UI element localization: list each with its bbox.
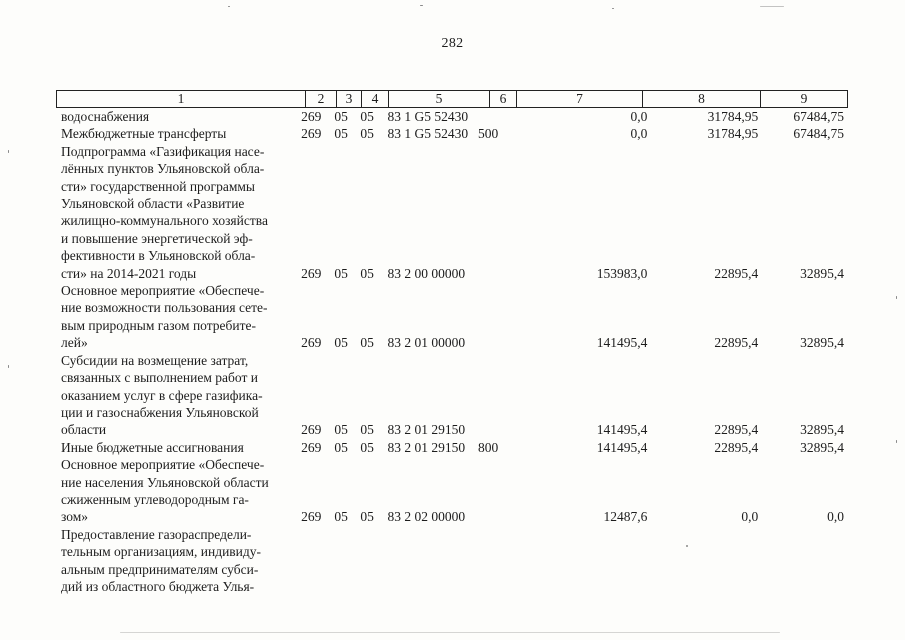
cell-col-8: 22895,4	[714, 439, 759, 455]
cell-col-8: 0,0	[741, 509, 759, 525]
row-name-line: водоснабжения	[61, 109, 150, 124]
scan-speck	[612, 8, 614, 9]
cell-col-3: 05	[334, 265, 348, 281]
row-name-line: области	[61, 422, 107, 438]
cell-col-7: 0,0	[630, 126, 648, 142]
scan-speck	[8, 150, 9, 153]
scan-speck	[120, 632, 780, 633]
scan-speck	[760, 6, 784, 7]
cell-col-2: 269	[301, 126, 322, 142]
row-name-line: ние населения Ульяновской области	[61, 474, 269, 490]
header-col-7: 7	[517, 91, 643, 107]
cell-col-5: 83 2 02 00000	[387, 509, 466, 525]
cell-col-7: 0,0	[630, 109, 648, 124]
cell-col-8: 31784,95	[707, 109, 759, 124]
table-row	[56, 526, 846, 596]
cell-col-7: 12487,6	[603, 509, 648, 525]
row-name	[56, 352, 293, 439]
cell-col-3: 05	[334, 422, 348, 438]
scan-speck	[686, 545, 688, 547]
scan-speck	[420, 5, 423, 6]
cell-col-7: 141495,4	[596, 422, 648, 438]
row-name-line: Подпрограмма «Газификация насе-	[61, 143, 265, 159]
cell-col-4: 05	[360, 335, 374, 351]
table-row	[56, 456, 846, 526]
cell-col-5: 83 1 G5 52430	[387, 109, 469, 124]
row-name-line: и повышение энергетической эф-	[61, 230, 253, 246]
row-name-line: Основное мероприятие «Обеспече-	[61, 283, 265, 299]
row-name-line: вым природным газом потребите-	[61, 317, 257, 333]
cell-col-2: 269	[301, 335, 322, 351]
page-number: 282	[441, 36, 464, 51]
row-name-line: Межбюджетные трансферты	[61, 126, 227, 142]
table-row	[56, 143, 846, 282]
cell-col-9: 32895,4	[800, 422, 844, 438]
row-name-line: альным предпринимателям субси-	[61, 561, 259, 577]
cell-col-4: 05	[360, 265, 374, 281]
cell-col-5: 83 2 01 29150	[387, 422, 466, 438]
row-name-line: Субсидии на возмещение затрат,	[61, 352, 249, 368]
row-name-line: сжиженным углеводородным га-	[61, 491, 249, 507]
row-name-line: Основное мероприятие «Обеспече-	[61, 457, 265, 473]
scan-speck	[896, 296, 897, 299]
cell-col-2: 269	[301, 109, 322, 124]
cell-col-3: 05	[334, 509, 348, 525]
cell-col-9: 32895,4	[800, 439, 844, 455]
header-col-1: 1	[57, 91, 306, 107]
cell-col-3: 05	[334, 439, 348, 455]
cell-col-6: 500	[477, 126, 499, 142]
cell-col-9: 32895,4	[800, 265, 844, 281]
cell-col-5: 83 2 00 00000	[387, 265, 466, 281]
cell-col-5: 83 2 01 00000	[387, 335, 466, 351]
header-col-6: 6	[490, 91, 517, 107]
cell-col-4: 05	[360, 422, 374, 438]
cell-col-5: 83 1 G5 52430	[387, 126, 469, 142]
header-col-5: 5	[389, 91, 490, 107]
cell-col-5: 83 2 01 29150	[387, 439, 466, 455]
cell-col-4: 05	[360, 509, 374, 525]
row-name-line: сти» на 2014-2021 годы	[61, 265, 197, 281]
cell-col-9: 32895,4	[800, 335, 844, 351]
cell-col-3: 05	[334, 109, 348, 124]
header-col-2: 2	[306, 91, 337, 107]
cell-col-2: 269	[301, 422, 322, 438]
row-name	[56, 439, 293, 456]
row-name-line: ние возможности пользования сете-	[61, 300, 268, 316]
cell-col-9: 67484,75	[793, 109, 844, 124]
row-name-line: Ульяновской области «Развитие	[61, 196, 245, 212]
header-col-8: 8	[643, 91, 761, 107]
row-name-line: жилищно-коммунального хозяйства	[61, 213, 268, 229]
table-row	[56, 125, 846, 142]
row-name-line: Иные бюджетные ассигнования	[61, 439, 244, 455]
cell-col-9: 67484,75	[793, 126, 844, 142]
cell-col-8: 31784,95	[707, 126, 759, 142]
scan-speck	[228, 6, 230, 7]
row-name-line: тельным организациям, индивиду-	[61, 544, 262, 560]
cell-col-4: 05	[360, 109, 374, 124]
table-body	[56, 108, 846, 595]
row-name-line: лённых пунктов Ульяновской обла-	[61, 161, 265, 177]
row-name	[56, 282, 293, 352]
row-name-line: оказанием услуг в сфере газифика-	[61, 387, 263, 403]
table-row	[56, 108, 846, 125]
cell-col-4: 05	[360, 439, 374, 455]
cell-col-2: 269	[301, 439, 322, 455]
row-name-line: лей»	[61, 335, 88, 351]
row-name	[56, 108, 293, 125]
cell-col-7: 141495,4	[596, 439, 648, 455]
row-name	[56, 456, 293, 526]
row-name-line: фективности в Ульяновской обла-	[61, 248, 256, 264]
scan-speck	[8, 365, 9, 368]
cell-col-2: 269	[301, 265, 322, 281]
row-name-line: Предоставление газораспредели-	[61, 526, 252, 542]
cell-col-8: 22895,4	[714, 265, 759, 281]
header-col-4: 4	[362, 91, 389, 107]
row-name	[56, 143, 293, 282]
row-name	[56, 125, 293, 142]
row-name-line: дий из областного бюджета Улья-	[61, 578, 255, 594]
row-name	[56, 526, 293, 596]
header-col-3: 3	[337, 91, 362, 107]
cell-col-8: 22895,4	[714, 335, 759, 351]
cell-col-4: 05	[360, 126, 374, 142]
cell-col-6: 800	[477, 439, 499, 455]
row-name-line: зом»	[61, 509, 89, 525]
cell-col-7: 153983,0	[596, 265, 648, 281]
table-row	[56, 352, 846, 439]
table-header	[56, 90, 848, 108]
cell-col-3: 05	[334, 126, 348, 142]
header-col-9: 9	[800, 91, 808, 106]
cell-col-8: 22895,4	[714, 422, 759, 438]
cell-col-3: 05	[334, 335, 348, 351]
scan-speck	[896, 440, 897, 443]
table-row	[56, 282, 846, 352]
row-name-line: ции и газоснабжения Ульяновской	[61, 404, 259, 420]
row-name-line: сти» государственной программы	[61, 178, 255, 194]
cell-col-7: 141495,4	[596, 335, 648, 351]
cell-col-9: 0,0	[827, 509, 844, 525]
table-row	[56, 439, 846, 456]
cell-col-2: 269	[301, 509, 322, 525]
row-name-line: связанных с выполнением работ и	[61, 370, 258, 386]
